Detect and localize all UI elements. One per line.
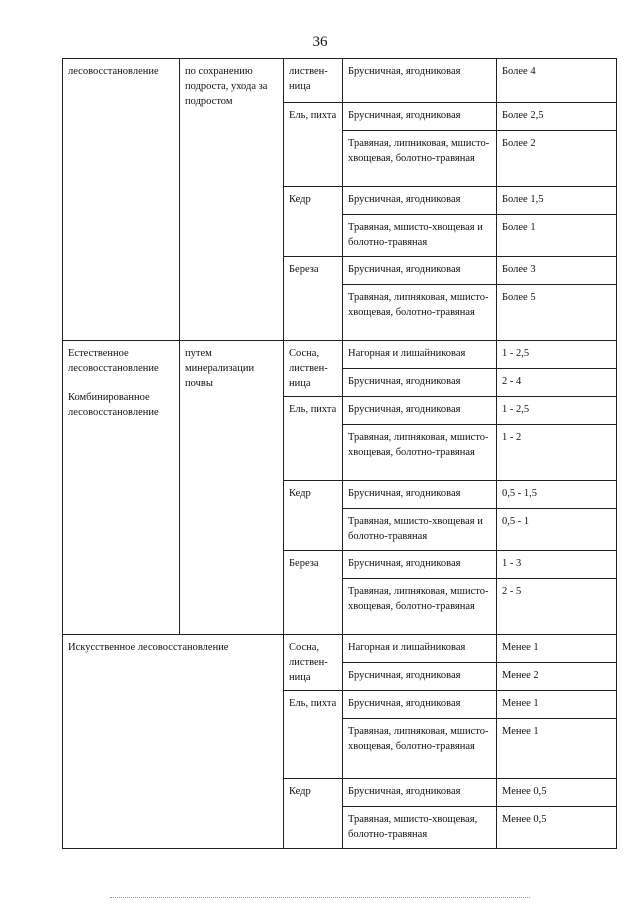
forest-type-cell: Травяная, липняковая, мшисто-хвощевая, болотно-травяная — [343, 719, 497, 779]
value-cell: Более 3 — [497, 257, 617, 285]
value-cell: Менее 0,5 — [497, 807, 617, 849]
species-cell: Кедр — [284, 187, 343, 257]
method-cell: Искусственное лесовосстановление — [63, 635, 284, 849]
forest-type-cell: Брусничная, ягодниковая — [343, 59, 497, 103]
species-cell: Береза — [284, 257, 343, 341]
value-cell: Более 5 — [497, 285, 617, 341]
forest-type-cell: Нагорная и лишайниковая — [343, 341, 497, 369]
value-cell: 0,5 - 1 — [497, 509, 617, 551]
regeneration-table — [62, 58, 617, 849]
species-cell: Кедр — [284, 779, 343, 849]
forest-type-cell: Брусничная, ягодниковая — [343, 187, 497, 215]
value-cell: Менее 0,5 — [497, 779, 617, 807]
value-cell: Более 4 — [497, 59, 617, 103]
table-row — [63, 59, 617, 103]
forest-type-cell: Травяная, липняковая, мшисто-хвощевая, болотно-травяная — [343, 425, 497, 481]
forest-type-cell: Брусничная, ягодниковая — [343, 481, 497, 509]
page-number: 36 — [312, 34, 328, 50]
forest-type-cell: Травяная, мшисто-хвощевая и болотно-травяная — [343, 215, 497, 257]
species-cell: листвен-ница — [284, 59, 343, 103]
value-cell: Более 1,5 — [497, 187, 617, 215]
method-natural: Естественное лесовосстановление — [68, 348, 159, 374]
value-cell: 1 - 2 — [497, 425, 617, 481]
forest-type-cell: Травяная, мшисто-хвощевая, болотно-травяная — [343, 807, 497, 849]
value-cell: 1 - 2,5 — [497, 397, 617, 425]
value-cell: Менее 1 — [497, 691, 617, 719]
scan-edge-line — [110, 897, 530, 898]
method-cell — [63, 341, 180, 635]
forest-type-cell: Травяная, мшисто-хвощевая и болотно-травяная — [343, 509, 497, 551]
value-cell: 2 - 4 — [497, 369, 617, 397]
forest-type-cell: Брусничная, ягодниковая — [343, 369, 497, 397]
forest-type-cell: Брусничная, ягодниковая — [343, 257, 497, 285]
value-cell: Более 1 — [497, 215, 617, 257]
forest-type-cell: Брусничная, ягодниковая — [343, 663, 497, 691]
forest-type-cell: Брусничная, ягодниковая — [343, 779, 497, 807]
forest-type-cell: Брусничная, ягодниковая — [343, 103, 497, 131]
value-cell: 0,5 - 1,5 — [497, 481, 617, 509]
species-cell: Ель, пихта — [284, 691, 343, 779]
table-row — [63, 635, 617, 663]
forest-type-cell: Брусничная, ягодниковая — [343, 397, 497, 425]
forest-type-cell: Травяная, липняковая, мшисто-хвощевая, болотно-травяная — [343, 579, 497, 635]
value-cell: 1 - 3 — [497, 551, 617, 579]
table-row — [63, 341, 617, 369]
species-cell: Береза — [284, 551, 343, 635]
forest-type-cell: Нагорная и лишайниковая — [343, 635, 497, 663]
value-cell: Менее 1 — [497, 719, 617, 779]
species-cell: Ель, пихта — [284, 103, 343, 187]
value-cell: Более 2,5 — [497, 103, 617, 131]
value-cell: Более 2 — [497, 131, 617, 187]
value-cell: Менее 2 — [497, 663, 617, 691]
value-cell: 1 - 2,5 — [497, 341, 617, 369]
forest-type-cell: Травяная, липниковая, мшисто-хвощевая, болотно-травяная — [343, 131, 497, 187]
value-cell: 2 - 5 — [497, 579, 617, 635]
species-cell: Кедр — [284, 481, 343, 551]
species-cell: Сосна, листвен-ница — [284, 635, 343, 691]
method-cell: лесовосстановление — [63, 59, 180, 341]
forest-type-cell: Брусничная, ягодниковая — [343, 691, 497, 719]
measures-cell: путем минерализации почвы — [180, 341, 284, 635]
species-cell: Сосна, листвен-ница — [284, 341, 343, 397]
measures-cell: по сохранению подроста, ухода за подростом — [180, 59, 284, 341]
species-cell: Ель, пихта — [284, 397, 343, 481]
value-cell: Менее 1 — [497, 635, 617, 663]
forest-type-cell: Травяная, липняковая, мшисто-хвощевая, болотно-травяная — [343, 285, 497, 341]
forest-type-cell: Брусничная, ягодниковая — [343, 551, 497, 579]
method-combined: Комбинированное лесовосстановление — [68, 391, 159, 418]
